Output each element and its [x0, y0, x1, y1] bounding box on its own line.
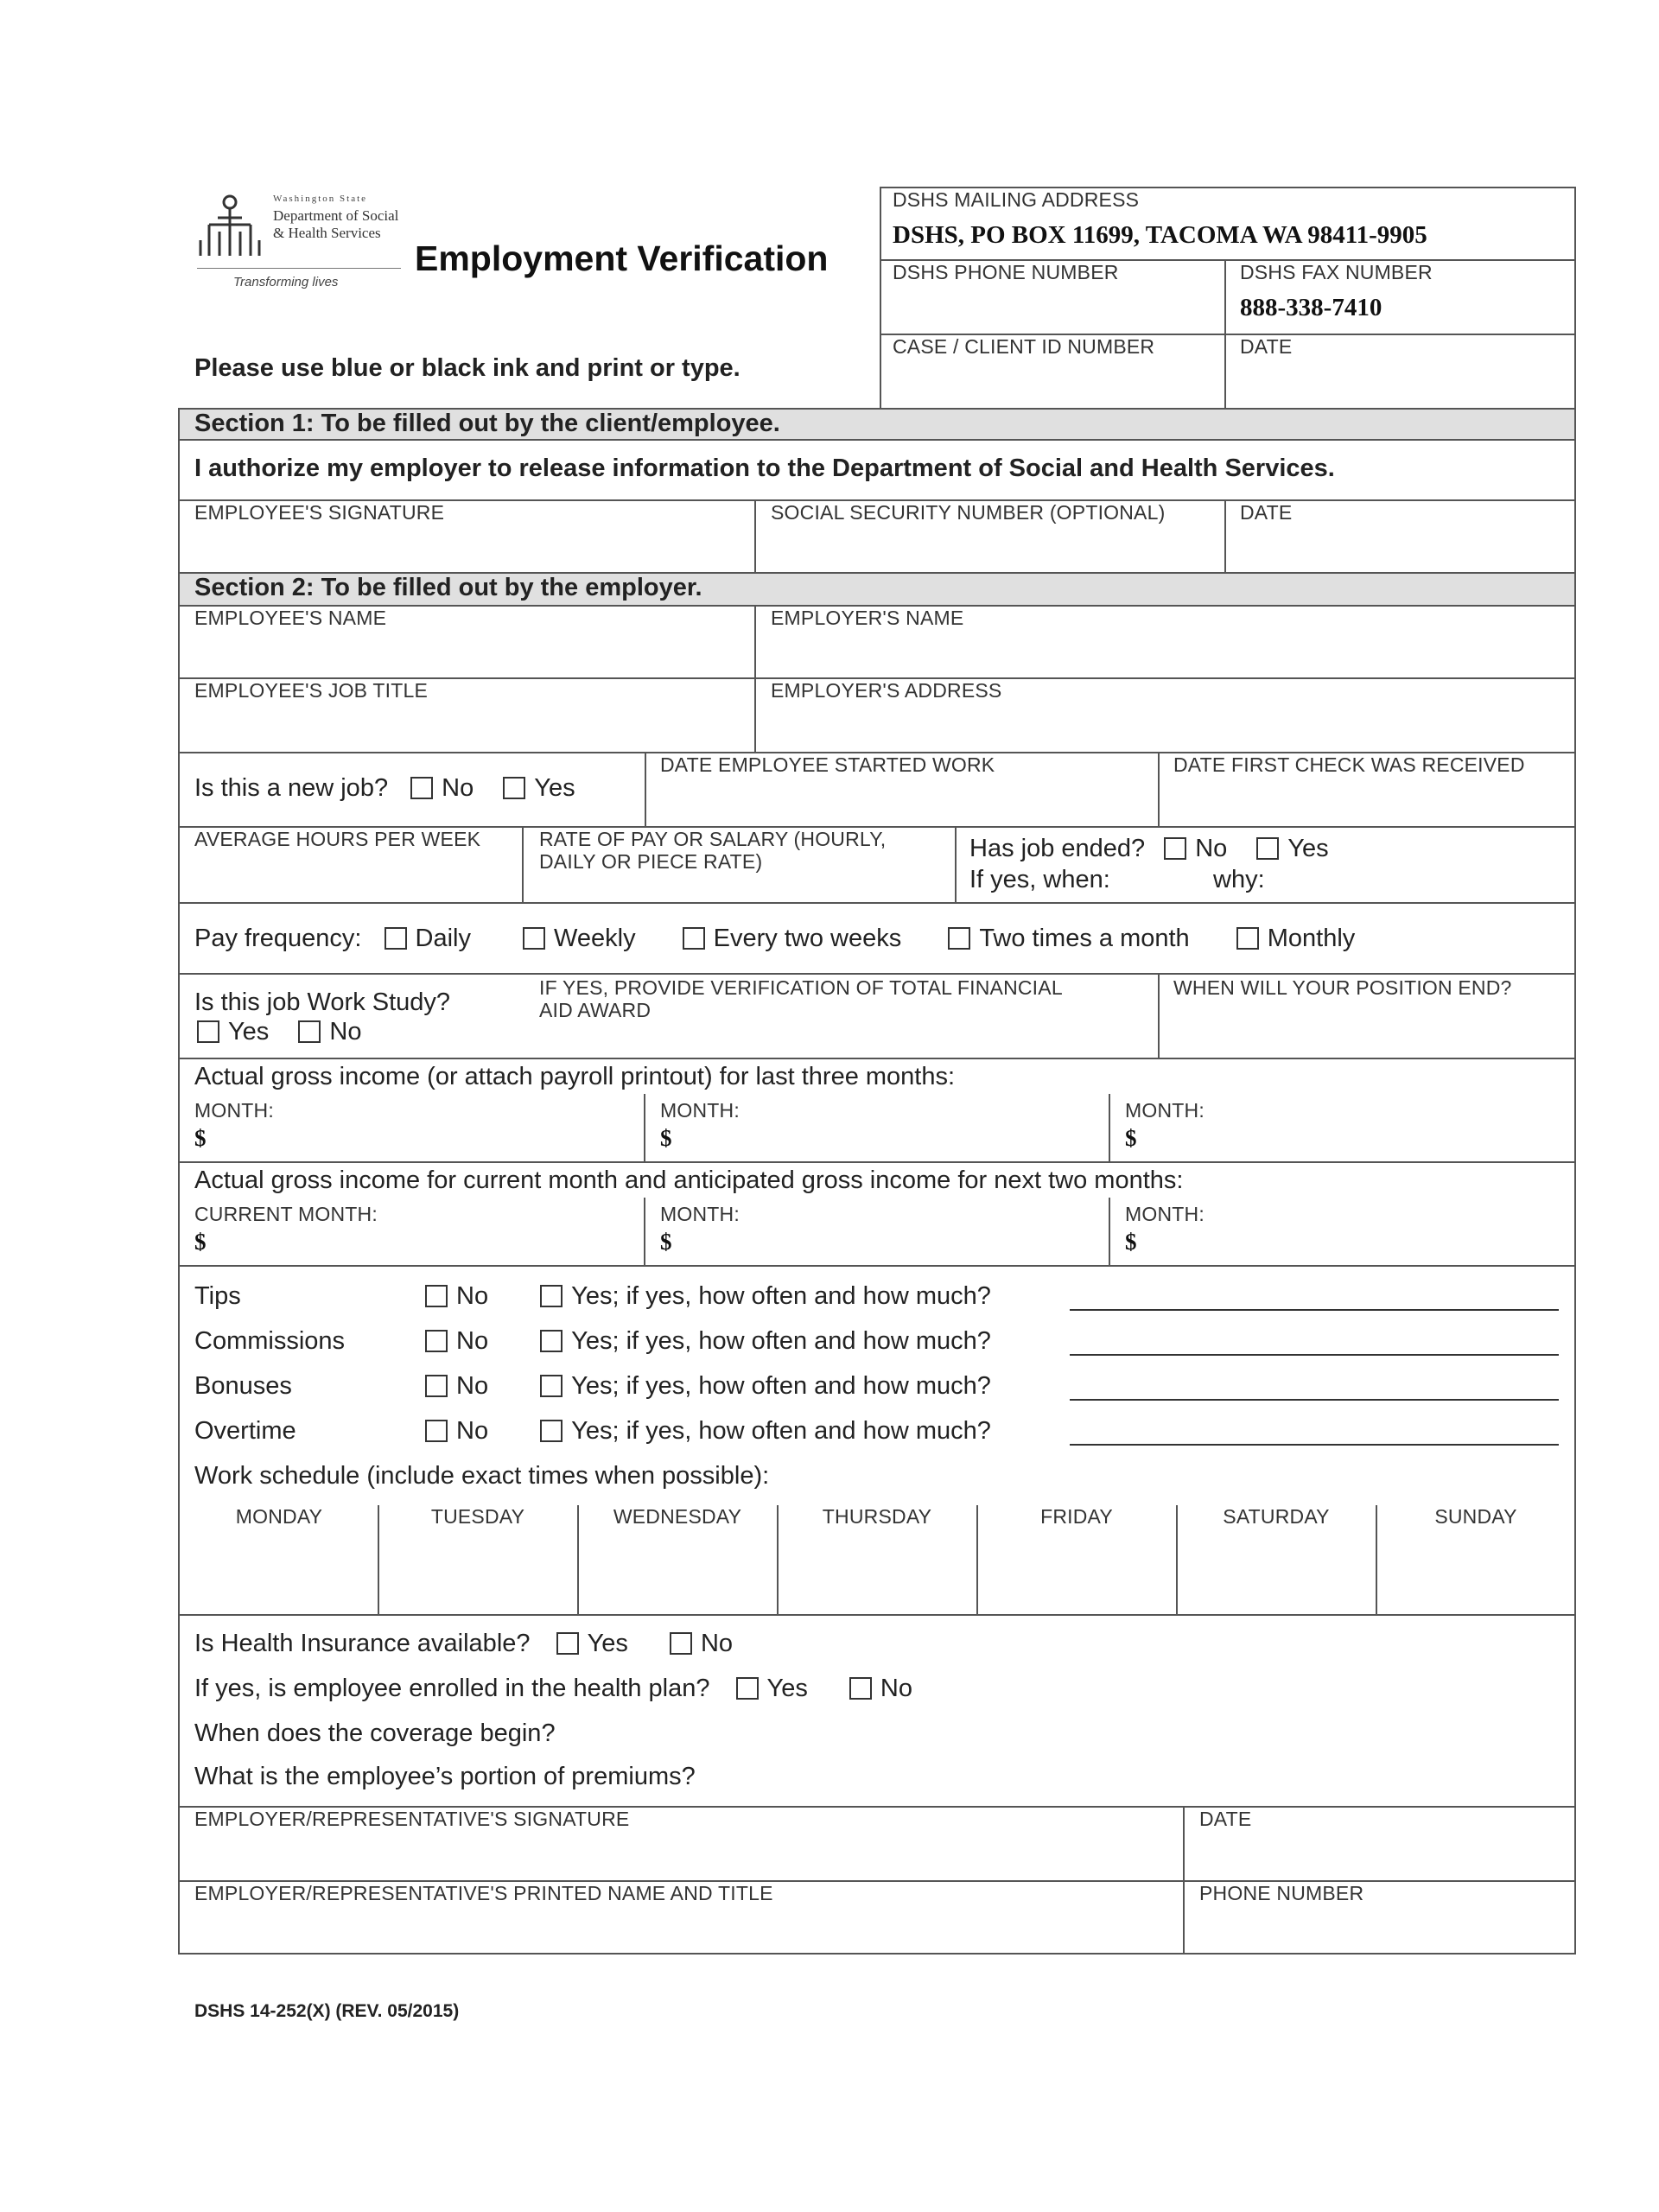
pay-daily-label: Daily [415, 925, 471, 952]
commissions-answer-line[interactable] [1070, 1354, 1559, 1356]
pay-frequency-row [194, 925, 1355, 953]
enrolled-no-label: No [880, 1675, 912, 1702]
employee-date-label: DATE [1240, 501, 1293, 524]
case-id-field[interactable] [890, 363, 1218, 404]
rule-g3-v2 [1109, 1094, 1110, 1161]
new-job-no-label: No [442, 774, 474, 802]
schedule-wednesday-field[interactable] [582, 1535, 772, 1609]
day-sunday: SUNDAY [1434, 1505, 1517, 1528]
commissions-yes-label: Yes; if yes, how often and how much? [571, 1327, 991, 1355]
gross-month-2-field[interactable] [683, 1123, 1097, 1156]
gross-month-3-field[interactable] [1147, 1123, 1567, 1156]
rate-pay-field[interactable] [531, 874, 949, 899]
pay-monthly-label: Monthly [1267, 925, 1356, 952]
pay-biweekly-label: Every two weeks [713, 925, 902, 952]
enrolled-question: If yes, is employee enrolled in the health plan? [194, 1675, 710, 1702]
work-study-yes-label: Yes [228, 1018, 270, 1046]
health-yes-checkbox[interactable] [556, 1632, 579, 1655]
financial-aid-field[interactable] [531, 1025, 1151, 1054]
gross-last-three-label: Actual gross income (or attach payroll printout) for last three months: [194, 1063, 956, 1090]
gross-month-3-dollar: $ [1125, 1125, 1137, 1151]
date-started-label: DATE EMPLOYEE STARTED WORK [660, 753, 995, 776]
pay-biweekly-checkbox[interactable] [683, 927, 705, 950]
next-month-2-dollar: $ [1125, 1229, 1137, 1255]
section2-title: Section 2: To be filled out by the employer. [194, 574, 702, 601]
avg-hours-field[interactable] [186, 857, 516, 897]
bonuses-no-checkbox[interactable] [425, 1375, 448, 1397]
tips-no-label: No [456, 1282, 489, 1310]
enrolled-yes-label: Yes [766, 1675, 808, 1702]
commissions-no-checkbox[interactable] [425, 1330, 448, 1352]
next-month-1-field[interactable] [683, 1227, 1097, 1260]
rule-schedule-h [178, 1614, 1576, 1616]
authorize-statement: I authorize my employer to release information to the Department of Social and Health Services. [194, 454, 1335, 482]
header-vdivider [1224, 259, 1226, 410]
section1-title: Section 1: To be filled out by the client/employee. [194, 410, 780, 437]
tips-answer-line[interactable] [1070, 1309, 1559, 1311]
rep-signature-field[interactable] [186, 1835, 1176, 1875]
next-month-2-label: MONTH: [1125, 1203, 1205, 1225]
enrolled-row [194, 1675, 912, 1703]
rule-ws-v [1158, 973, 1160, 1058]
logo-dept-1: Department of Social [273, 207, 399, 224]
gross-current-label: Actual gross income for current month and anticipated gross income for next two months: [194, 1166, 1184, 1194]
work-schedule-label: Work schedule (include exact times when possible): [194, 1462, 770, 1490]
pay-monthly-checkbox[interactable] [1236, 927, 1259, 950]
job-title-label: EMPLOYEE'S JOB TITLE [194, 679, 428, 702]
rule-hours-v2 [955, 826, 957, 902]
day-friday: FRIDAY [1040, 1505, 1113, 1528]
rule-g3-v1 [644, 1094, 645, 1161]
pay-semimonthly-label: Two times a month [979, 925, 1190, 952]
date-first-check-label: DATE FIRST CHECK WAS RECEIVED [1173, 753, 1525, 776]
employee-date-field[interactable] [1231, 529, 1568, 569]
bonuses-options [425, 1372, 991, 1401]
bonuses-yes-label: Yes; if yes, how often and how much? [571, 1372, 991, 1400]
tips-yes-checkbox[interactable] [540, 1285, 563, 1307]
coverage-begin-question: When does the coverage begin? [194, 1719, 556, 1747]
form-number: DSHS 14-252(X) (REV. 05/2015) [194, 2001, 460, 2021]
employee-name-label: EMPLOYEE'S NAME [194, 607, 387, 629]
rule-ws-h [178, 1058, 1576, 1059]
employee-signature-label: EMPLOYEE'S SIGNATURE [194, 501, 445, 524]
gross-month-1-field[interactable] [216, 1123, 631, 1156]
new-job-row [194, 774, 575, 803]
enrolled-no-checkbox[interactable] [849, 1677, 872, 1700]
tips-no-checkbox[interactable] [425, 1285, 448, 1307]
schedule-friday-field[interactable] [982, 1535, 1172, 1609]
new-job-yes-label: Yes [534, 774, 575, 802]
rule-s1-v2 [1224, 499, 1226, 572]
day-tuesday: TUESDAY [430, 1505, 525, 1528]
dshs-logo [197, 192, 403, 296]
bonuses-yes-checkbox[interactable] [540, 1375, 563, 1397]
pay-weekly-checkbox[interactable] [523, 927, 545, 950]
current-month-field[interactable] [216, 1227, 631, 1260]
pay-daily-checkbox[interactable] [385, 927, 407, 950]
rule-gc-v1 [644, 1198, 645, 1265]
gross-month-3-label: MONTH: [1125, 1099, 1205, 1122]
financial-aid-label-1: IF YES, PROVIDE VERIFICATION OF TOTAL FINANCIAL [539, 976, 1063, 999]
mailing-address-label: DSHS MAILING ADDRESS [893, 188, 1140, 211]
work-study-options [197, 1018, 361, 1046]
rule-s1-a [178, 439, 1576, 441]
ssn-field[interactable] [765, 529, 1218, 569]
rule-hours-v1 [522, 826, 524, 902]
current-month-dollar: $ [194, 1229, 207, 1255]
date-first-check-field[interactable] [1166, 781, 1569, 821]
position-end-field[interactable] [1166, 1004, 1569, 1052]
gross-month-1-dollar: $ [194, 1125, 207, 1151]
date-started-field[interactable] [653, 781, 1151, 821]
job-ended-yes-checkbox[interactable] [1256, 837, 1279, 860]
day-wednesday: WEDNESDAY [613, 1505, 742, 1528]
pay-frequency-label: Pay frequency: [194, 925, 362, 952]
tips-yes-label: Yes; if yes, how often and how much? [571, 1282, 991, 1310]
employee-name-field[interactable] [186, 634, 747, 674]
health-insurance-question: Is Health Insurance available? [194, 1630, 531, 1657]
premium-question: What is the employee’s portion of premiums? [194, 1763, 696, 1790]
job-ended-row [969, 835, 1329, 863]
work-study-no-label: No [329, 1018, 362, 1046]
job-title-field[interactable] [186, 707, 747, 747]
overtime-answer-line[interactable] [1070, 1444, 1559, 1446]
schedule-sunday-field[interactable] [1381, 1535, 1571, 1609]
day-saturday: SATURDAY [1223, 1505, 1330, 1528]
coverage-begin-field[interactable] [605, 1719, 1564, 1751]
rule-payfreq-h [178, 973, 1576, 975]
bonuses-no-label: No [456, 1372, 489, 1400]
schedule-thursday-field[interactable] [782, 1535, 972, 1609]
work-study-no-checkbox[interactable] [298, 1020, 321, 1043]
job-ended-yes-label: Yes [1287, 835, 1329, 862]
gross-month-1-label: MONTH: [194, 1099, 274, 1122]
ink-instruction: Please use blue or black ink and print or type. [194, 354, 741, 382]
rate-pay-label-1: RATE OF PAY OR SALARY (HOURLY, [539, 828, 887, 850]
pay-semimonthly-checkbox[interactable] [948, 927, 970, 950]
overtime-yes-label: Yes; if yes, how often and how much? [571, 1417, 991, 1445]
next-month-1-label: MONTH: [660, 1203, 740, 1225]
schedule-saturday-field[interactable] [1181, 1535, 1371, 1609]
health-no-checkbox[interactable] [670, 1632, 692, 1655]
job-ended-when-label: If yes, when: [969, 866, 1110, 893]
enrolled-yes-checkbox[interactable] [736, 1677, 759, 1700]
header-date-label: DATE [1240, 335, 1293, 358]
position-end-label: WHEN WILL YOUR POSITION END? [1173, 976, 1512, 999]
page-title: Employment Verification [415, 238, 829, 278]
schedule-tuesday-field[interactable] [383, 1535, 573, 1609]
overtime-options [425, 1417, 991, 1446]
job-ended-question: Has job ended? [969, 835, 1146, 862]
work-study-question: Is this job Work Study? [194, 988, 451, 1016]
logo-divider [197, 268, 401, 269]
mailing-address-value: DSHS, PO BOX 11699, TACOMA WA 98411-9905 [893, 221, 1427, 249]
health-insurance-row [194, 1630, 733, 1658]
rule-gc-h [178, 1265, 1576, 1267]
commissions-label: Commissions [194, 1327, 346, 1355]
day-monday: MONDAY [235, 1505, 323, 1528]
new-job-yes-checkbox[interactable] [503, 777, 525, 799]
bonuses-answer-line[interactable] [1070, 1399, 1559, 1401]
health-no-label: No [700, 1630, 734, 1657]
employee-signature-field[interactable] [186, 529, 747, 569]
new-job-no-checkbox[interactable] [410, 777, 433, 799]
next-month-1-dollar: $ [660, 1229, 672, 1255]
next-month-2-field[interactable] [1147, 1227, 1567, 1260]
phone-label: DSHS PHONE NUMBER [893, 261, 1119, 283]
logo-state: Washington State [273, 194, 368, 204]
rule-hours-h [178, 902, 1576, 904]
rep-phone-label: PHONE NUMBER [1199, 1882, 1364, 1904]
rep-date-label: DATE [1199, 1808, 1252, 1830]
employer-name-field[interactable] [765, 634, 1568, 674]
health-yes-label: Yes [587, 1630, 628, 1657]
day-thursday: THURSDAY [822, 1505, 932, 1528]
employer-name-label: EMPLOYER'S NAME [771, 607, 964, 629]
overtime-no-label: No [456, 1417, 489, 1445]
work-study-yes-checkbox[interactable] [197, 1020, 219, 1043]
rep-name-title-field[interactable] [186, 1910, 1176, 1949]
commissions-yes-checkbox[interactable] [540, 1330, 563, 1352]
rule-newjob-v2 [1158, 752, 1160, 826]
gross-month-2-dollar: $ [660, 1125, 672, 1151]
fax-label: DSHS FAX NUMBER [1240, 261, 1433, 283]
commissions-options [425, 1327, 991, 1356]
fax-value: 888-338-7410 [1240, 294, 1382, 321]
rate-pay-label-2: DAILY OR PIECE RATE) [539, 850, 763, 873]
job-ended-no-label: No [1195, 835, 1228, 862]
rule-s1-v1 [754, 499, 756, 572]
avg-hours-label: AVERAGE HOURS PER WEEK [194, 828, 481, 850]
gross-month-2-label: MONTH: [660, 1099, 740, 1122]
rule-gc-v2 [1109, 1198, 1110, 1265]
overtime-yes-checkbox[interactable] [540, 1420, 563, 1442]
tips-options [425, 1282, 991, 1311]
overtime-label: Overtime [194, 1417, 296, 1445]
bonuses-label: Bonuses [194, 1372, 292, 1400]
employer-address-field[interactable] [765, 707, 1568, 747]
schedule-monday-field[interactable] [183, 1535, 373, 1609]
rep-signature-label: EMPLOYER/REPRESENTATIVE'S SIGNATURE [194, 1808, 630, 1830]
rule-newjob-v1 [645, 752, 646, 826]
new-job-question: Is this a new job? [194, 774, 389, 802]
dshs-logo-icon [197, 192, 263, 261]
case-id-label: CASE / CLIENT ID NUMBER [893, 335, 1155, 358]
job-ended-why-label: why: [1213, 866, 1265, 893]
rep-name-title-label: EMPLOYER/REPRESENTATIVE'S PRINTED NAME AND TITLE [194, 1882, 773, 1904]
current-month-label: CURRENT MONTH: [194, 1203, 378, 1225]
logo-dept-2: & Health Services [273, 225, 381, 241]
tips-label: Tips [194, 1282, 241, 1310]
pay-weekly-label: Weekly [554, 925, 636, 952]
commissions-no-label: No [456, 1327, 489, 1355]
ssn-label: SOCIAL SECURITY NUMBER (OPTIONAL) [771, 501, 1166, 524]
logo-tagline: Transforming lives [233, 275, 339, 289]
rule-g3-h [178, 1161, 1576, 1163]
employer-address-label: EMPLOYER'S ADDRESS [771, 679, 1002, 702]
job-ended-no-checkbox[interactable] [1164, 837, 1186, 860]
rep-phone-field[interactable] [1191, 1910, 1569, 1949]
header-date-field[interactable] [1231, 363, 1568, 404]
overtime-no-checkbox[interactable] [425, 1420, 448, 1442]
rep-date-field[interactable] [1191, 1835, 1569, 1875]
premium-field[interactable] [752, 1763, 1564, 1794]
financial-aid-label-2: AID AWARD [539, 999, 652, 1021]
